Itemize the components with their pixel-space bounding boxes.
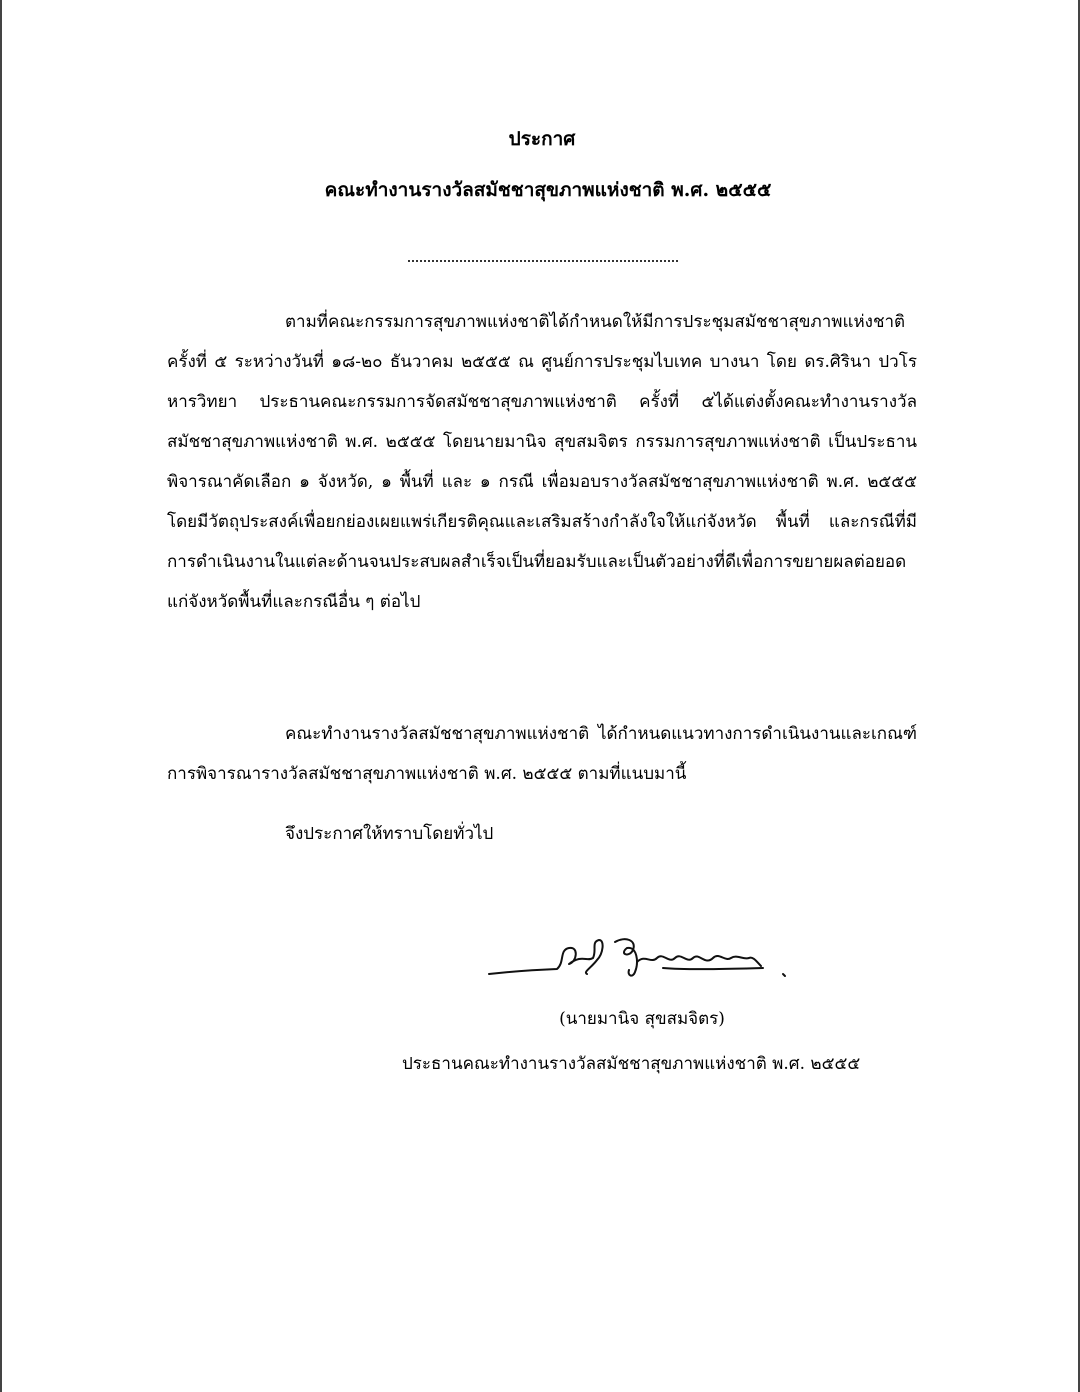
body-paragraph-1: ตามที่คณะกรรมการสุขภาพแห่งชาติได้กำหนดให้มีการประชุมสมัชชาสุขภาพแห่งชาติ ครั้งที่ ๕ ระหว่างวันที่ ๑๘-๒๐ ธันวาคม ๒๕๕๕ ณ ศูนย์การประชุมไบเทค บางนา โดย ดร.ศิรินา ปวโรหารวิทยา ประธานคณะกรรมการจัดสมัชชาสุขภาพแห่งชาติ ครั้งที่ ๕ได้แต่งตั้งคณะทำงานรางวัลสมัชชาสุขภาพแห่งชาติ พ.ศ. ๒๕๕๕ โดยนายมานิจ สุขสมจิตร กรรมการสุขภาพแห่งชาติ เป็นประธาน พิจารณาคัดเลือก ๑ จังหวัด, ๑ พื้นที่ และ ๑ กรณี เพื่อมอบรางวัลสมัชชาสุขภาพแห่งชาติ พ.ศ. ๒๕๕๕ โดยมีวัตถุประสงค์เพื่อยกย่องเผยแพร่เกียรติคุณและเสริมสร้างกำลังใจให้แก่จังหวัด พื้นที่ และกรณีที่มีการดำเนินงานในแต่ละด้านจนประสบผลสำเร็จเป็นที่ยอมรับและเป็นตัวอย่างที่ดีเพื่อการขยายผลต่อยอดแก่จังหวัดพื้นที่และกรณีอื่น ๆ ต่อไป	[167, 312, 917, 612]
signatory-name: (นายมานิจ สุขสมจิตร)	[559, 1009, 725, 1029]
document-title: ประกาศ	[508, 128, 576, 150]
dotted-separator	[408, 246, 678, 262]
body-paragraph-3: จึงประกาศให้ทราบโดยทั่วไป	[285, 824, 494, 844]
body-paragraph-2: คณะทำงานรางวัลสมัชชาสุขภาพแห่งชาติ ได้กำหนดแนวทางการดำเนินงานและเกณฑ์การพิจารณารางวัลสมัชชาสุขภาพแห่งชาติ พ.ศ. ๒๕๕๕ ตามที่แนบมานี้	[167, 724, 917, 784]
signatory-position: ประธานคณะทำงานรางวัลสมัชชาสุขภาพแห่งชาติ พ.ศ. ๒๕๕๕	[402, 1054, 861, 1074]
handwritten-signature	[487, 932, 792, 990]
document-subtitle: คณะทำงานรางวัลสมัชชาสุขภาพแห่งชาติ พ.ศ. ๒๕๕๕	[324, 179, 772, 201]
